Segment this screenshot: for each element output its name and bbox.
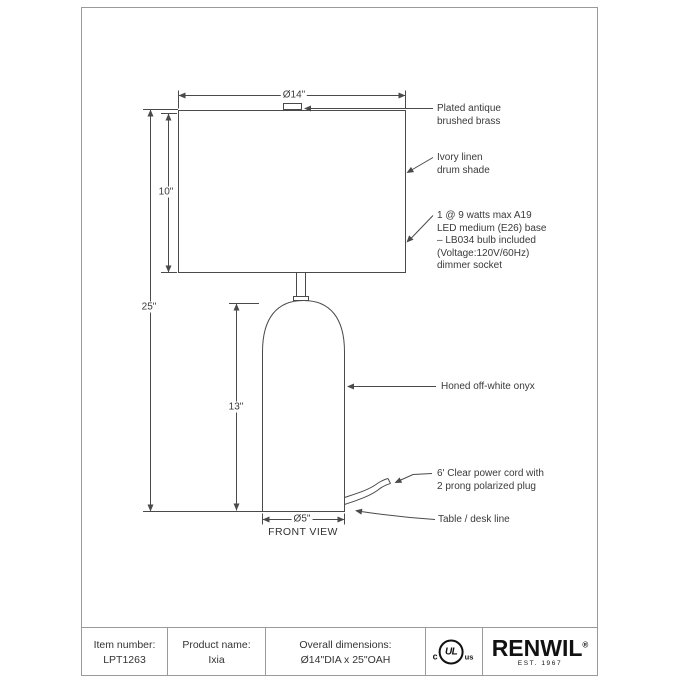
ul-certification-icon: c UL us: [433, 640, 474, 665]
registered-mark-icon: ®: [582, 640, 589, 650]
brand-name: RENWIL: [491, 635, 583, 661]
brand-est: EST. 1967: [517, 660, 563, 667]
power-cord-end: [388, 479, 391, 484]
annotation-shade-material: Ivory linen drum shade: [437, 152, 490, 176]
item-number-cell: [82, 638, 167, 667]
lamp-stem-collar: [294, 297, 309, 301]
lamp-shade-outline: [179, 111, 406, 273]
brand-logo: [492, 636, 589, 667]
item-number-label: Item number:: [93, 639, 156, 651]
annotation-body-material: Honed off-white onyx: [441, 381, 535, 392]
annotation-finial-material: Plated antique brushed brass: [437, 103, 501, 127]
lamp-body-outline: [263, 301, 345, 512]
product-name-label: Product name:: [182, 639, 251, 651]
view-label: FRONT VIEW: [268, 526, 338, 538]
dimension-body-height: 13": [228, 401, 244, 413]
product-name-cell: [168, 638, 265, 667]
annotation-table-line: Table / desk line: [438, 514, 510, 525]
product-name-value: Ixia: [208, 653, 225, 666]
dimension-shade-height: 10": [158, 186, 174, 198]
item-number-value: LPT1263: [103, 653, 146, 666]
power-cord-line: [345, 484, 391, 505]
annotation-cord-spec: 6' Clear power cord with 2 prong polarized plug: [437, 468, 544, 492]
annotation-bulb-spec: 1 @ 9 watts max A19 LED medium (E26) base – LB034 bulb included (Voltage:120V/60Hz) dimmer socket: [437, 210, 547, 271]
dimension-base-diameter: Ø5": [293, 513, 311, 525]
overall-dimensions-label: Overall dimensions:: [299, 639, 392, 651]
dimension-shade-diameter: Ø14": [282, 89, 306, 101]
overall-dimensions-cell: [266, 638, 425, 667]
overall-dimensions-value: Ø14"DIA x 25"OAH: [300, 653, 391, 666]
lamp-finial: [284, 104, 302, 110]
dimension-overall-height: 25": [141, 301, 157, 313]
